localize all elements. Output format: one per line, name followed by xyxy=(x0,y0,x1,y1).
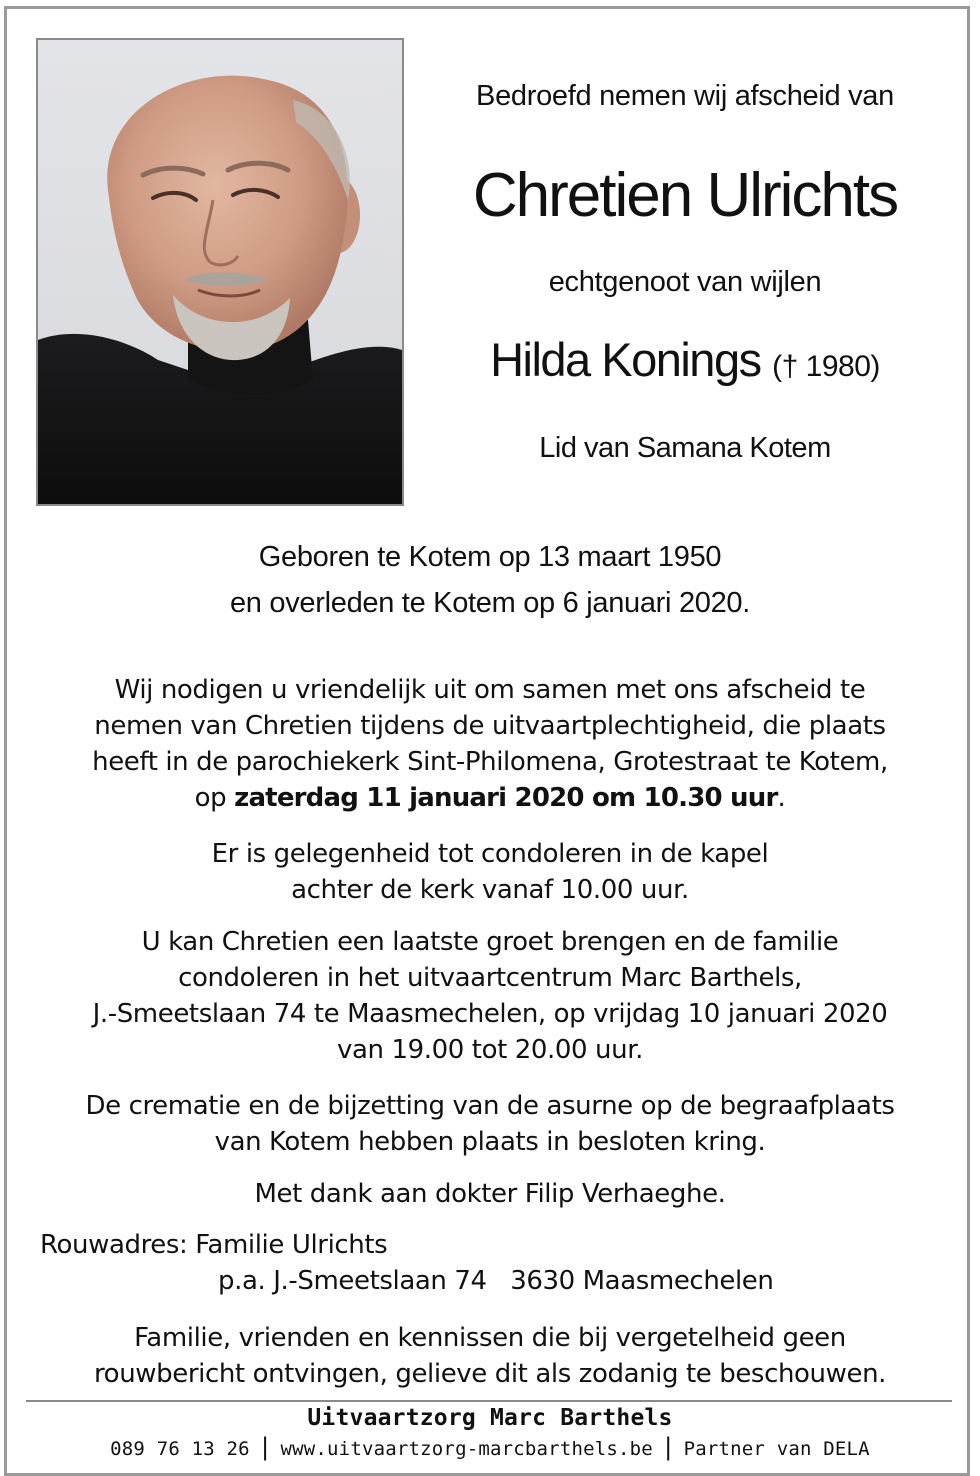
funeral-home-name: Uitvaartzorg Marc Barthels xyxy=(307,1405,673,1431)
cremation-paragraph xyxy=(20,1088,960,1160)
farewell-paragraph xyxy=(20,924,960,1068)
separator: | xyxy=(660,1433,676,1461)
closing-line: Familie, vrienden en kennissen die bij vergetelheid geen xyxy=(134,1323,846,1353)
chapel-line: Er is gelegenheid tot condoleren in de kapel xyxy=(211,839,769,869)
closing-line: rouwbericht ontvingen, gelieve dit als zodanig te beschouwen. xyxy=(93,1359,887,1389)
spouse-intro: echtgenoot van wijlen xyxy=(548,266,822,298)
mourning-address-line: p.a. J.-Smeetslaan 74 3630 Maasmechelen xyxy=(218,1266,774,1296)
footer-contact xyxy=(0,1433,980,1461)
chapel-line: achter de kerk vanaf 10.00 uur. xyxy=(291,875,689,905)
invitation-suffix: . xyxy=(777,783,786,813)
portrait-illustration xyxy=(38,40,402,504)
death-line: en overleden te Kotem op 6 januari 2020. xyxy=(229,587,751,619)
invitation-prefix: op xyxy=(194,783,235,813)
website-link[interactable]: www.uitvaartzorg-marcbarthels.be xyxy=(280,1438,653,1460)
spouse-name: Hilda Konings xyxy=(490,333,761,386)
thanks-line: Met dank aan dokter Filip Verhaeghe. xyxy=(254,1179,726,1209)
cremation-line: De crematie en de bijzetting van de asurne op de begraafplaats xyxy=(85,1091,895,1121)
partner-text: Partner van DELA xyxy=(683,1438,870,1460)
phone-number: 089 76 13 26 xyxy=(110,1438,250,1460)
cremation-line: van Kotem hebben plaats in besloten kring. xyxy=(214,1127,766,1157)
farewell-line: J.-Smeetslaan 74 te Maasmechelen, op vrijdag 10 januari 2020 xyxy=(92,999,888,1029)
ceremony-datetime: zaterdag 11 januari 2020 om 10.30 uur xyxy=(234,783,778,813)
invitation-line xyxy=(20,780,960,816)
deceased-name: Chretien Ulrichts xyxy=(472,161,898,230)
membership: Lid van Samana Kotem xyxy=(539,432,831,464)
chapel-paragraph xyxy=(20,836,960,908)
closing-paragraph xyxy=(20,1320,960,1392)
farewell-line: U kan Chretien een laatste groet brengen en de familie xyxy=(141,927,839,957)
invitation-paragraph xyxy=(20,672,960,816)
farewell-line: condoleren in het uitvaartcentrum Marc Barthels, xyxy=(178,963,802,993)
invitation-line: nemen van Chretien tijdens de uitvaartplechtigheid, die plaats xyxy=(94,711,886,741)
intro-text: Bedroefd nemen wij afscheid van xyxy=(476,80,894,112)
birth-line: Geboren te Kotem op 13 maart 1950 xyxy=(258,541,722,573)
invitation-line: Wij nodigen u vriendelijk uit om samen met ons afscheid te xyxy=(114,675,866,705)
separator: | xyxy=(257,1433,273,1461)
farewell-line: van 19.00 tot 20.00 uur. xyxy=(337,1035,643,1065)
footer-divider xyxy=(26,1400,952,1402)
invitation-line: heeft in de parochiekerk Sint-Philomena, Grotestraat te Kotem, xyxy=(92,747,888,777)
portrait-photo xyxy=(36,38,404,506)
spouse-death: († 1980) xyxy=(772,350,880,383)
life-dates xyxy=(20,534,960,626)
spouse-line xyxy=(420,332,950,387)
mourning-address-label: Rouwadres: Familie Ulrichts xyxy=(40,1230,388,1260)
